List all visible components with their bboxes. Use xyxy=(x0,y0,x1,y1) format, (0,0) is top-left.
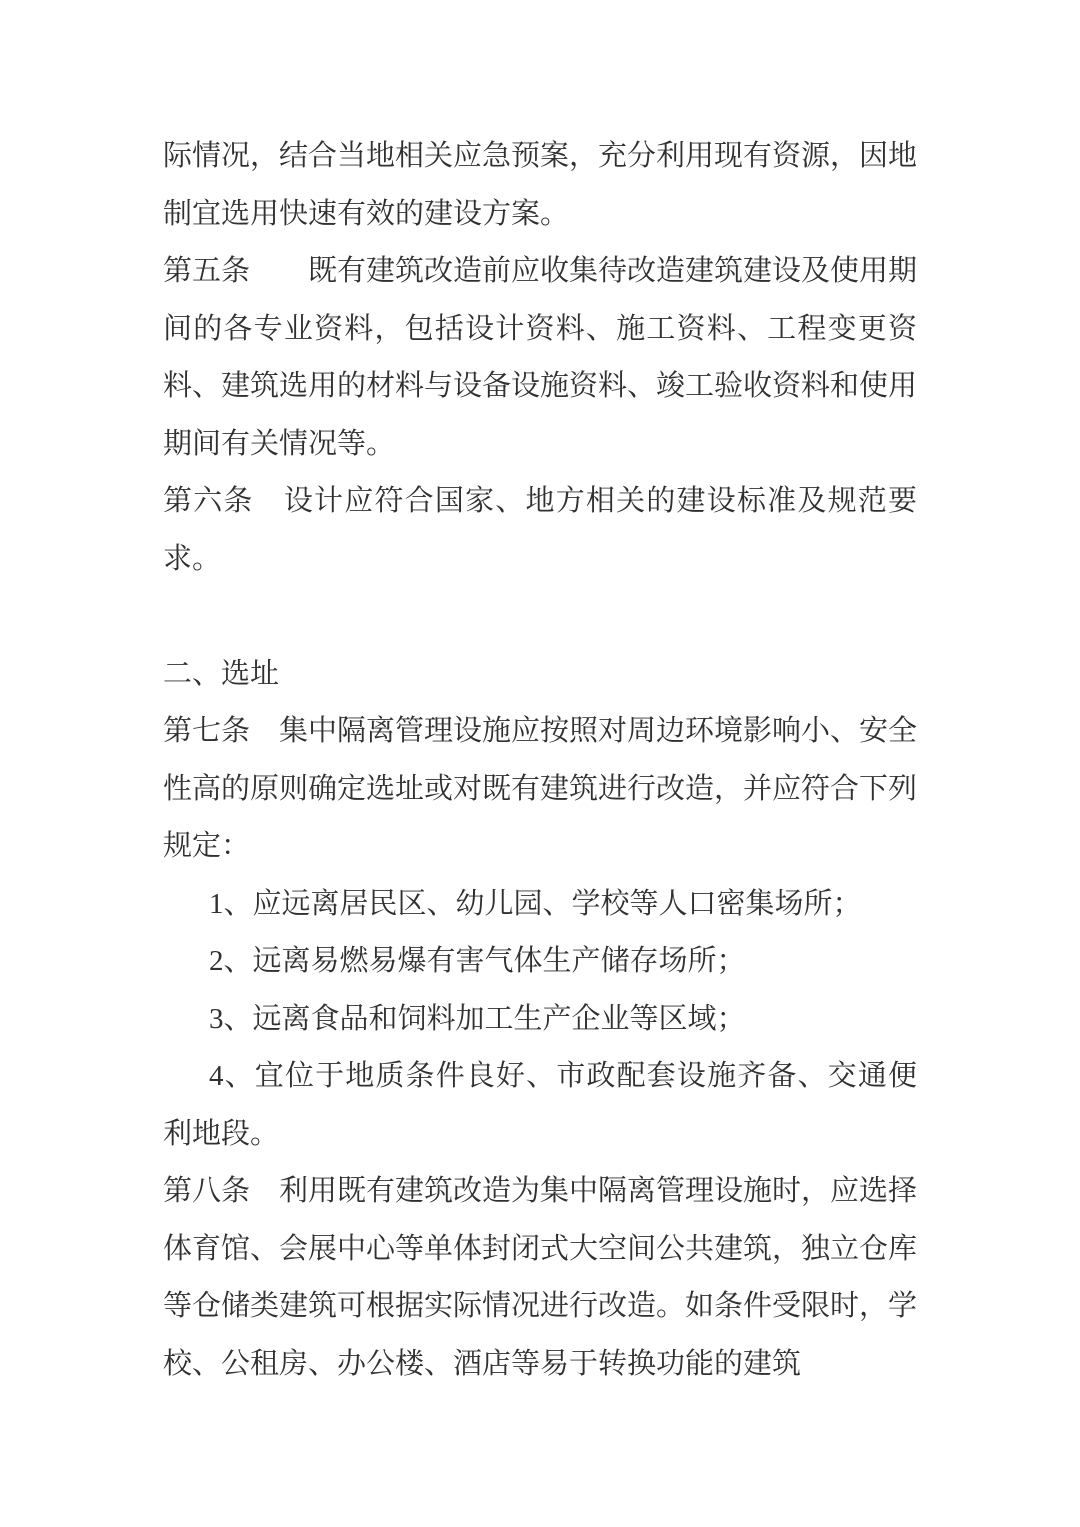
site-selection-item-2: 2、远离易燃易爆有害气体生产储存场所； xyxy=(209,945,746,977)
article-7-paragraph: 第七条 集中隔离管理设施应按照对周边环境影响小、安全性高的原则确定选址或对既有建筑进行改造，并应符合下列规定： xyxy=(163,715,918,862)
document-content xyxy=(163,128,917,1393)
continuation-paragraph: 际情况，结合当地相关应急预案，充分利用现有资源，因地制宜选用快速有效的建设方案。 xyxy=(163,140,918,230)
site-selection-item-1: 1、应远离居民区、幼儿园、学校等人口密集场所； xyxy=(209,887,862,920)
site-selection-item-3: 3、远离食品和饲料加工生产企业等区域； xyxy=(209,1002,746,1035)
article-6-paragraph: 第六条 设计应符合国家、地方相关的建设标准及规范要求。 xyxy=(163,485,917,575)
site-selection-item-4: 4、宜位于地质条件良好、市政配套设施齐备、交通便利地段。 xyxy=(163,1060,917,1150)
blank-line-spacer xyxy=(163,588,917,646)
section-2-heading: 二、选址 xyxy=(163,657,280,690)
article-5-paragraph: 第五条 既有建筑改造前应收集待改造建筑建设及使用期间的各专业资料，包括设计资料、施工资料、工程变更资料、建筑选用的材料与设备设施资料、竣工验收资料和使用期间有关情况等。 xyxy=(163,255,918,460)
article-8-paragraph: 第八条 利用既有建筑改造为集中隔离管理设施时，应选择体育馆、会展中心等单体封闭式大空间公共建筑，独立仓库等仓储类建筑可根据实际情况进行改造。如条件受限时，学校、公租房、办公楼、酒店等易于转换功能的建筑 xyxy=(163,1175,918,1380)
